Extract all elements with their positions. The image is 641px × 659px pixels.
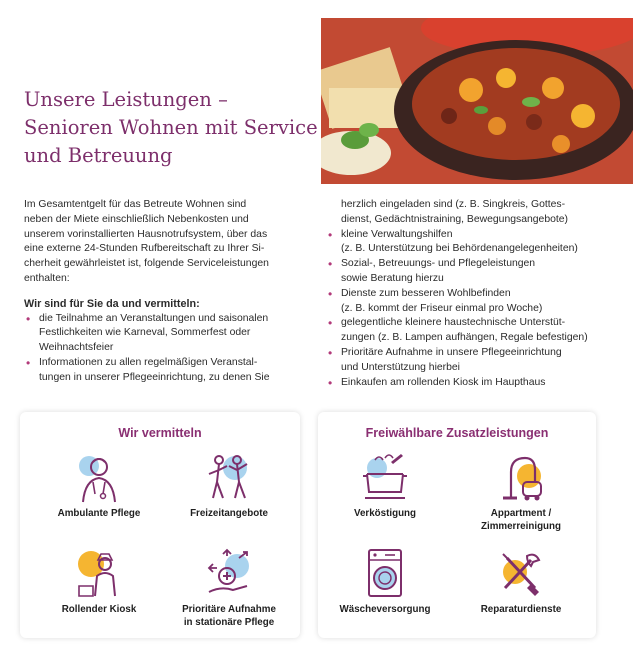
list-item-line: • Einkaufen am rollenden Kiosk im Haupthaus: [341, 376, 546, 388]
list-item-line: • Prioritäre Aufnahme in unsere Pflegeeinrichtung: [341, 346, 562, 358]
list-item-line: (z. B. Unterstützung bei Behördenangelegenheiten): [341, 243, 578, 255]
tile-rollender-kiosk: [34, 548, 164, 617]
intro-line: neben der Miete einschließlich Nebenkosten und: [24, 213, 249, 225]
card-title: Wir vermitteln: [118, 426, 202, 440]
list-item: [326, 346, 626, 376]
list-item-line: (z. B. kommt der Friseur einmal pro Woche): [341, 302, 543, 314]
tile-reparaturdienste: [456, 548, 586, 617]
services-list-continued: [326, 198, 626, 390]
tile-label: Rollender Kiosk: [61, 604, 137, 615]
nurse-icon: [69, 452, 129, 504]
tile-appartment-reinigung: [456, 452, 586, 533]
tile-label: Freizeitangebote: [190, 508, 268, 519]
services-subheading: Wir sind für Sie da und vermitteln:: [24, 297, 200, 310]
kiosk-vendor-icon: [69, 548, 129, 600]
intro-line: enthalten:: [24, 272, 70, 284]
tile-label: in stationäre Pflege: [183, 616, 275, 628]
list-item-line: sowie Beratung hierzu: [341, 272, 444, 284]
list-item-line: • die Teilnahme an Veranstaltungen und saisonalen: [39, 312, 269, 324]
priority-admission-icon: [199, 548, 259, 600]
intro-line: cherheit gewährleistet ist, folgende Serviceleistungen: [24, 258, 269, 270]
tile-label: Wäscheversorgung: [339, 604, 431, 615]
tile-verkoestigung: [320, 452, 450, 521]
list-item: [326, 257, 626, 287]
intro-line: unserem vorinstallierten Hausnotrufsystem, über das: [24, 228, 268, 240]
list-item: [24, 356, 306, 386]
tile-ambulante-pflege: [34, 452, 164, 521]
list-item: [24, 312, 306, 356]
tile-label: Prioritäre Aufnahme: [182, 604, 276, 615]
list-item: [326, 316, 626, 346]
list-item: [326, 376, 626, 391]
list-item-line: • Sozial-, Betreuungs- und Pflegeleistungen: [341, 258, 536, 270]
list-item-line: und Unterstützung hierbei: [341, 361, 460, 373]
intro-paragraph: [24, 198, 306, 287]
tile-label: Reparaturdienste: [480, 604, 562, 615]
page-title: [24, 86, 318, 170]
list-item-line: tungen in unserer Pflegeeinrichtung, zu denen Sie: [39, 371, 270, 383]
goulash-soup-photo: [321, 18, 633, 184]
washing-machine-icon: [355, 548, 415, 600]
list-item-line: • gelegentliche kleinere haustechnische Unterstüt-: [341, 317, 566, 329]
list-item-line: • Dienste zum besseren Wohlbefinden: [341, 287, 511, 299]
tile-label: Verköstigung: [353, 508, 417, 519]
intro-text: [24, 198, 306, 386]
title-line-2: Senioren Wohnen mit Service: [24, 116, 318, 139]
services-list-2: [326, 228, 626, 391]
additional-services-card: [318, 412, 596, 638]
services-list: [24, 312, 306, 386]
list-item: [326, 287, 626, 317]
title-line-3: und Betreuung: [24, 144, 173, 167]
cooking-pot-icon: [355, 452, 415, 504]
tile-label: Zimmerreinigung: [480, 520, 562, 532]
list-item-line: • kleine Verwaltungshilfen: [341, 228, 453, 240]
tile-prioritaere-aufnahme: [164, 548, 294, 629]
list-item-line: dienst, Gedächtnistraining, Bewegungsangebote): [341, 213, 569, 225]
list-item-line: Festlichkeiten wie Karneval, Sommerfest oder: [39, 327, 251, 339]
mediation-services-card: [20, 412, 300, 638]
tile-freizeitangebote: [164, 452, 294, 521]
tile-label: Appartment /: [490, 508, 552, 519]
list-item-continuation: [326, 198, 626, 228]
tools-icon: [491, 548, 551, 600]
list-item-line: • Informationen zu allen regelmäßigen Veranstal-: [39, 356, 258, 368]
title-line-1: Unsere Leistungen –: [24, 88, 228, 111]
intro-line: eine externe 24-Stunden Rufbereitschaft zu Ihrer Si-: [24, 243, 265, 255]
tile-label: Ambulante Pflege: [57, 508, 141, 519]
card-title: Freiwählbare Zusatzleistungen: [365, 426, 549, 440]
leisure-icon: [199, 452, 259, 504]
intro-line: Im Gesamtentgelt für das Betreute Wohnen sind: [24, 199, 247, 210]
list-item: [326, 228, 626, 258]
list-item-line: herzlich eingeladen sind (z. B. Singkreis, Gottes-: [341, 199, 566, 210]
list-item-line: zungen (z. B. Lampen aufhängen, Regale befestigen): [341, 332, 588, 344]
tile-waescheversorgung: [320, 548, 450, 617]
list-item-line: Weihnachtsfeier: [39, 342, 114, 354]
vacuum-cleaner-icon: [491, 452, 551, 504]
